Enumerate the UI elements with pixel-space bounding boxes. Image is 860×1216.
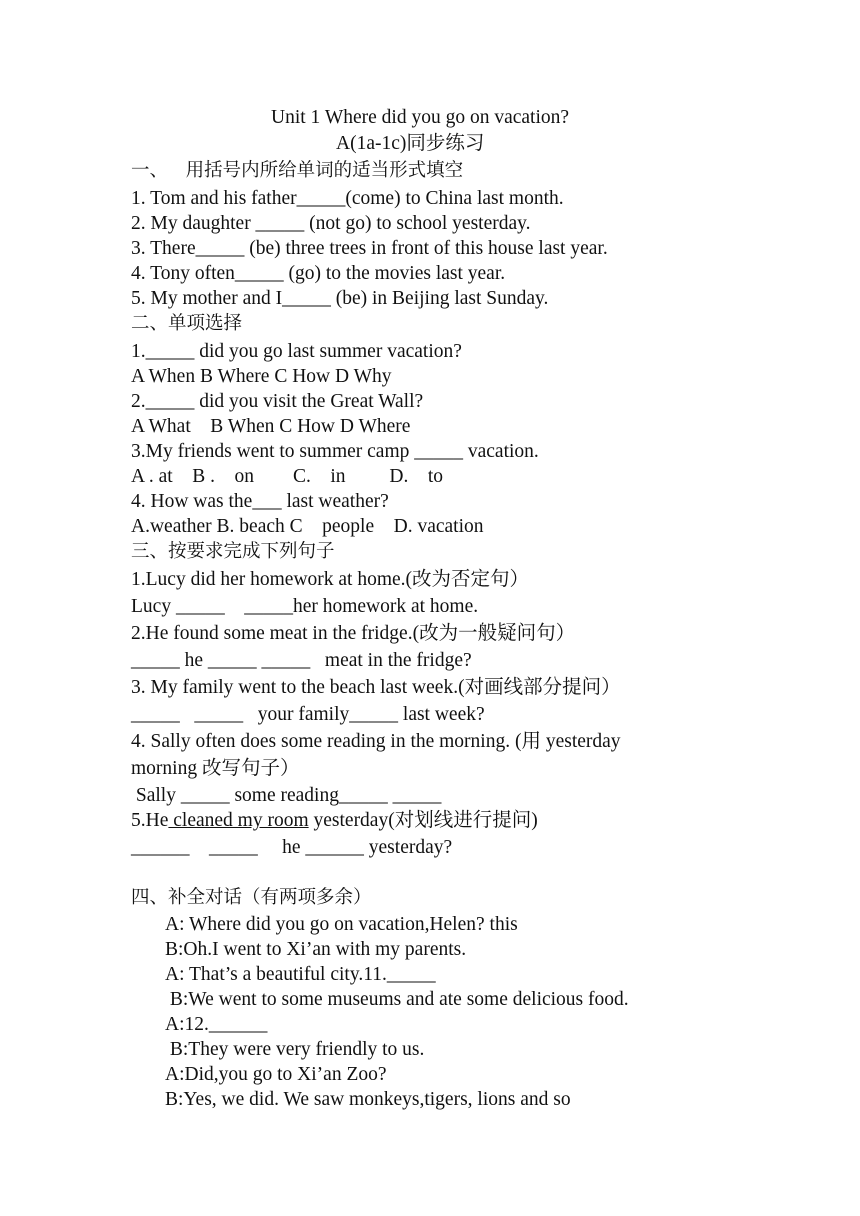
section3-line: 1.Lucy did her homework at home.(改为否定句） <box>131 569 530 590</box>
section3-line: 2.He found some meat in the fridge.(改为一般疑问句） <box>131 623 576 644</box>
section3-line: Sally _____ some reading_____ _____ <box>131 785 442 806</box>
section1-heading: 一、 用括号内所给单词的适当形式填空 <box>131 160 464 181</box>
worksheet-subtitle: A(1a-1c)同步练习 <box>336 133 485 154</box>
section2-options: A . at B . on C. in D. to <box>131 466 444 487</box>
section1-item: 1. Tom and his father_____(come) to China last month. <box>131 188 564 209</box>
dialogue-line: A: That’s a beautiful city.11._____ <box>165 964 436 985</box>
section3-line: Lucy _____ _____her homework at home. <box>131 596 479 617</box>
section4-heading: 四、补全对话（有两项多余） <box>131 887 372 908</box>
section3-heading: 三、按要求完成下列句子 <box>131 541 335 562</box>
section3-line: 3. My family went to the beach last week.(对画线部分提问） <box>131 677 621 698</box>
dialogue-line: B:They were very friendly to us. <box>165 1039 425 1060</box>
dialogue-line: B:Yes, we did. We saw monkeys,tigers, lions and so <box>165 1089 571 1110</box>
section2-question: 4. How was the___ last weather? <box>131 491 389 512</box>
q5-underlined-phrase: cleaned my room <box>168 810 309 831</box>
section2-question: 3.My friends went to summer camp _____ vacation. <box>131 441 539 462</box>
q5-prefix: 5.He <box>131 810 169 831</box>
dialogue-line: A:Did,you go to Xi’an Zoo? <box>165 1064 387 1085</box>
dialogue-line: B:Oh.I went to Xi’an with my parents. <box>165 939 467 960</box>
dialogue-line: B:We went to some museums and ate some delicious food. <box>165 989 629 1010</box>
section2-question: 1._____ did you go last summer vacation? <box>131 341 462 362</box>
section3-q5 <box>131 808 538 833</box>
section1-item: 2. My daughter _____ (not go) to school yesterday. <box>131 213 531 234</box>
section1-item: 5. My mother and I_____ (be) in Beijing last Sunday. <box>131 288 549 309</box>
section2-options: A When B Where C How D Why <box>131 366 392 387</box>
section3-line: 4. Sally often does some reading in the morning. (用 yesterday <box>131 731 621 752</box>
section1-item: 4. Tony often_____ (go) to the movies last year. <box>131 263 506 284</box>
section2-options: A.weather B. beach C people D. vacation <box>131 516 484 537</box>
section3-line: morning 改写句子） <box>131 758 300 779</box>
section1-item: 3. There_____ (be) three trees in front of this house last year. <box>131 238 608 259</box>
section3-q5-answer: ______ _____ he ______ yesterday? <box>131 837 453 858</box>
dialogue-line: A: Where did you go on vacation,Helen? this <box>165 914 518 935</box>
q5-suffix: yesterday(对划线进行提问) <box>308 810 538 831</box>
section2-options: A What B When C How D Where <box>131 416 411 437</box>
section3-line: _____ _____ your family_____ last week? <box>131 704 485 725</box>
section3-line: _____ he _____ _____ meat in the fridge? <box>131 650 472 671</box>
dialogue-line: A:12.______ <box>165 1014 268 1035</box>
section2-question: 2._____ did you visit the Great Wall? <box>131 391 424 412</box>
worksheet-title: Unit 1 Where did you go on vacation? <box>271 107 570 128</box>
section2-heading: 二、单项选择 <box>131 313 243 334</box>
